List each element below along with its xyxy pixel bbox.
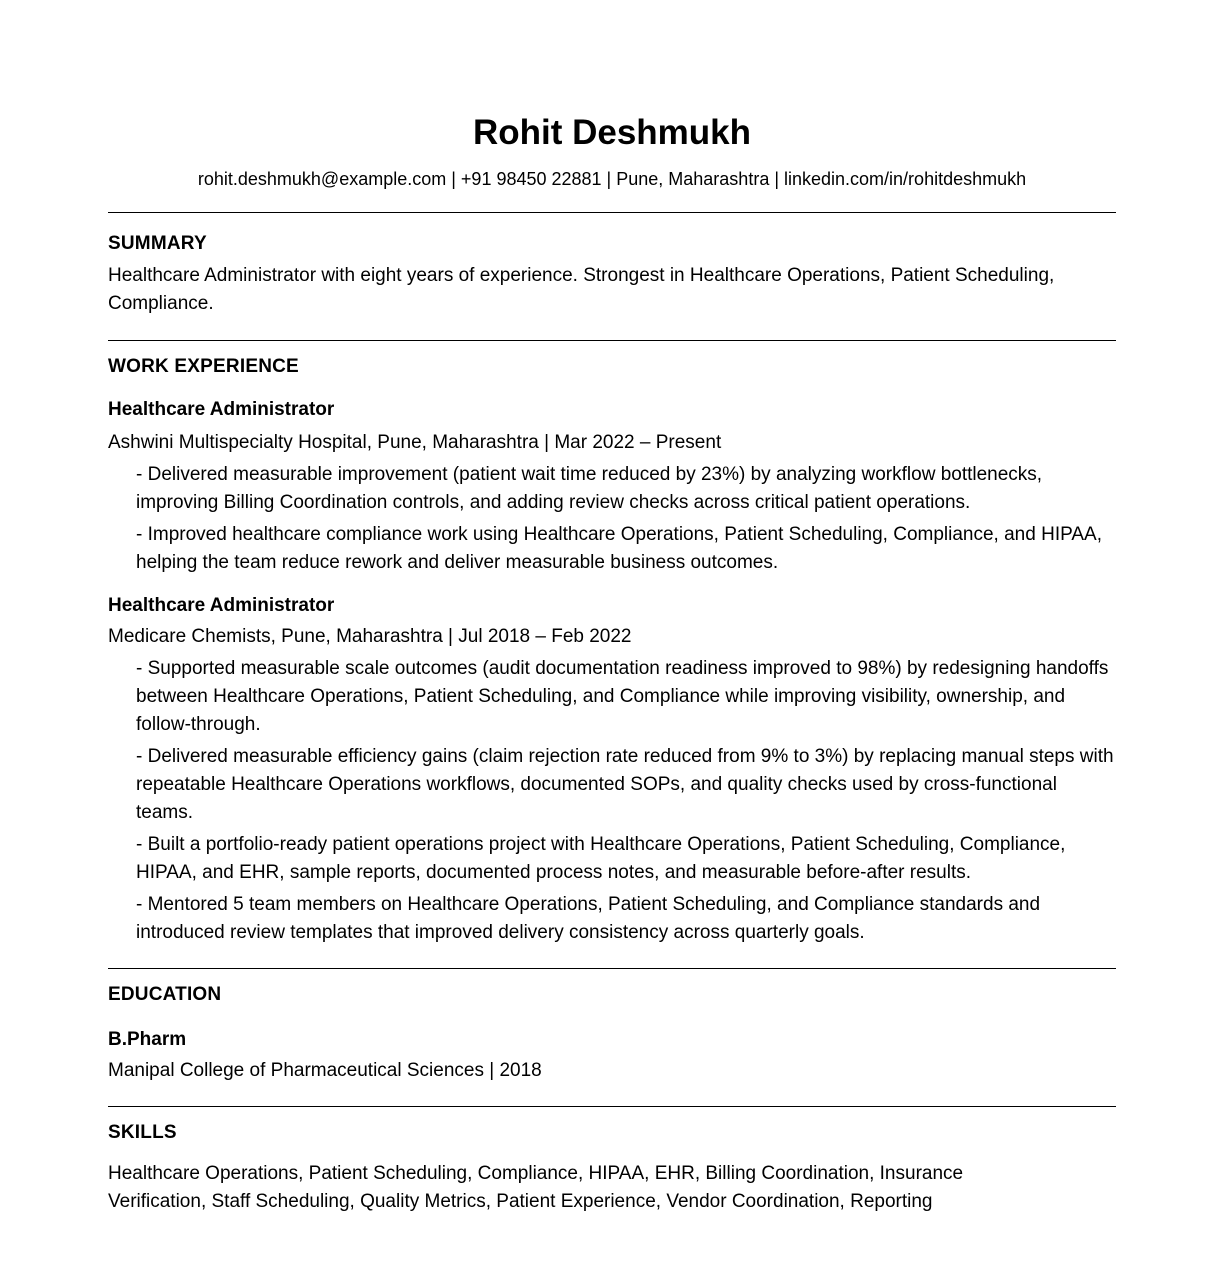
job-bullet: - Delivered measurable improvement (patient wait time reduced by 23%) by analyzing workflow bottlenecks, improving Billing Coordination controls, and adding review checks across critical patient operations. bbox=[136, 464, 1043, 513]
section-title-experience: WORK EXPERIENCE bbox=[108, 356, 299, 377]
job-bullets bbox=[108, 655, 1118, 947]
candidate-name: Rohit Deshmukh bbox=[472, 113, 752, 152]
job-bullet: - Improved healthcare compliance work using Healthcare Operations, Patient Scheduling, Compliance, and HIPAA, helping the team reduce rework and deliver measurable business outcomes. bbox=[136, 524, 1102, 573]
divider bbox=[108, 212, 1116, 213]
job-title: Healthcare Administrator bbox=[108, 399, 335, 420]
job-entry bbox=[108, 397, 1118, 577]
divider bbox=[108, 340, 1116, 341]
job-bullet: - Supported measurable scale outcomes (audit documentation readiness improved to 98%) by redesigning handoffs between Healthcare Operations, Patient Scheduling, and Compliance while improving visibility, ownership, and follow-through. bbox=[136, 658, 1109, 735]
section-title-summary: SUMMARY bbox=[108, 233, 207, 254]
divider bbox=[108, 968, 1116, 969]
school: Manipal College of Pharmaceutical Sciences | 2018 bbox=[108, 1060, 542, 1081]
section-title-skills: SKILLS bbox=[108, 1122, 177, 1143]
divider bbox=[108, 1106, 1116, 1107]
job-bullets bbox=[108, 461, 1118, 577]
education-section bbox=[108, 982, 1118, 1085]
skills-section bbox=[108, 1120, 1118, 1216]
skills-text: Healthcare Operations, Patient Scheduling, Compliance, HIPAA, EHR, Billing Coordination, Insurance Verification, Staff Scheduling, Quality Metrics, Patient Experience, Vendor Coordination, Reporting bbox=[108, 1163, 964, 1212]
degree: B.Pharm bbox=[108, 1029, 187, 1050]
job-org: Ashwini Multispecialty Hospital, Pune, Maharashtra | Mar 2022 – Present bbox=[108, 432, 722, 453]
section-title-education: EDUCATION bbox=[108, 984, 222, 1005]
job-entry bbox=[108, 593, 1118, 947]
job-title: Healthcare Administrator bbox=[108, 595, 335, 616]
job-bullet: - Built a portfolio-ready patient operations project with Healthcare Operations, Patient Scheduling, Compliance, HIPAA, and EHR, sample reports, documented process notes, and measurable before-after results. bbox=[136, 834, 1066, 883]
summary-section bbox=[108, 231, 1118, 318]
job-bullet: - Mentored 5 team members on Healthcare Operations, Patient Scheduling, and Compliance standards and introduced review templates that improved delivery consistency across quarterly goals. bbox=[136, 894, 1041, 943]
job-bullet: - Delivered measurable efficiency gains (claim rejection rate reduced from 9% to 3%) by replacing manual steps with repeatable Healthcare Operations workflows, documented SOPs, and quality checks used by cross-functional teams. bbox=[136, 746, 1114, 823]
contact-line: rohit.deshmukh@example.com | +91 98450 22881 | Pune, Maharashtra | linkedin.com/in/rohitdeshmukh bbox=[197, 169, 1027, 189]
job-org: Medicare Chemists, Pune, Maharashtra | Jul 2018 – Feb 2022 bbox=[108, 626, 632, 647]
summary-text: Healthcare Administrator with eight years of experience. Strongest in Healthcare Operations, Patient Scheduling, Compliance. bbox=[108, 265, 1055, 314]
experience-section bbox=[108, 354, 1118, 951]
